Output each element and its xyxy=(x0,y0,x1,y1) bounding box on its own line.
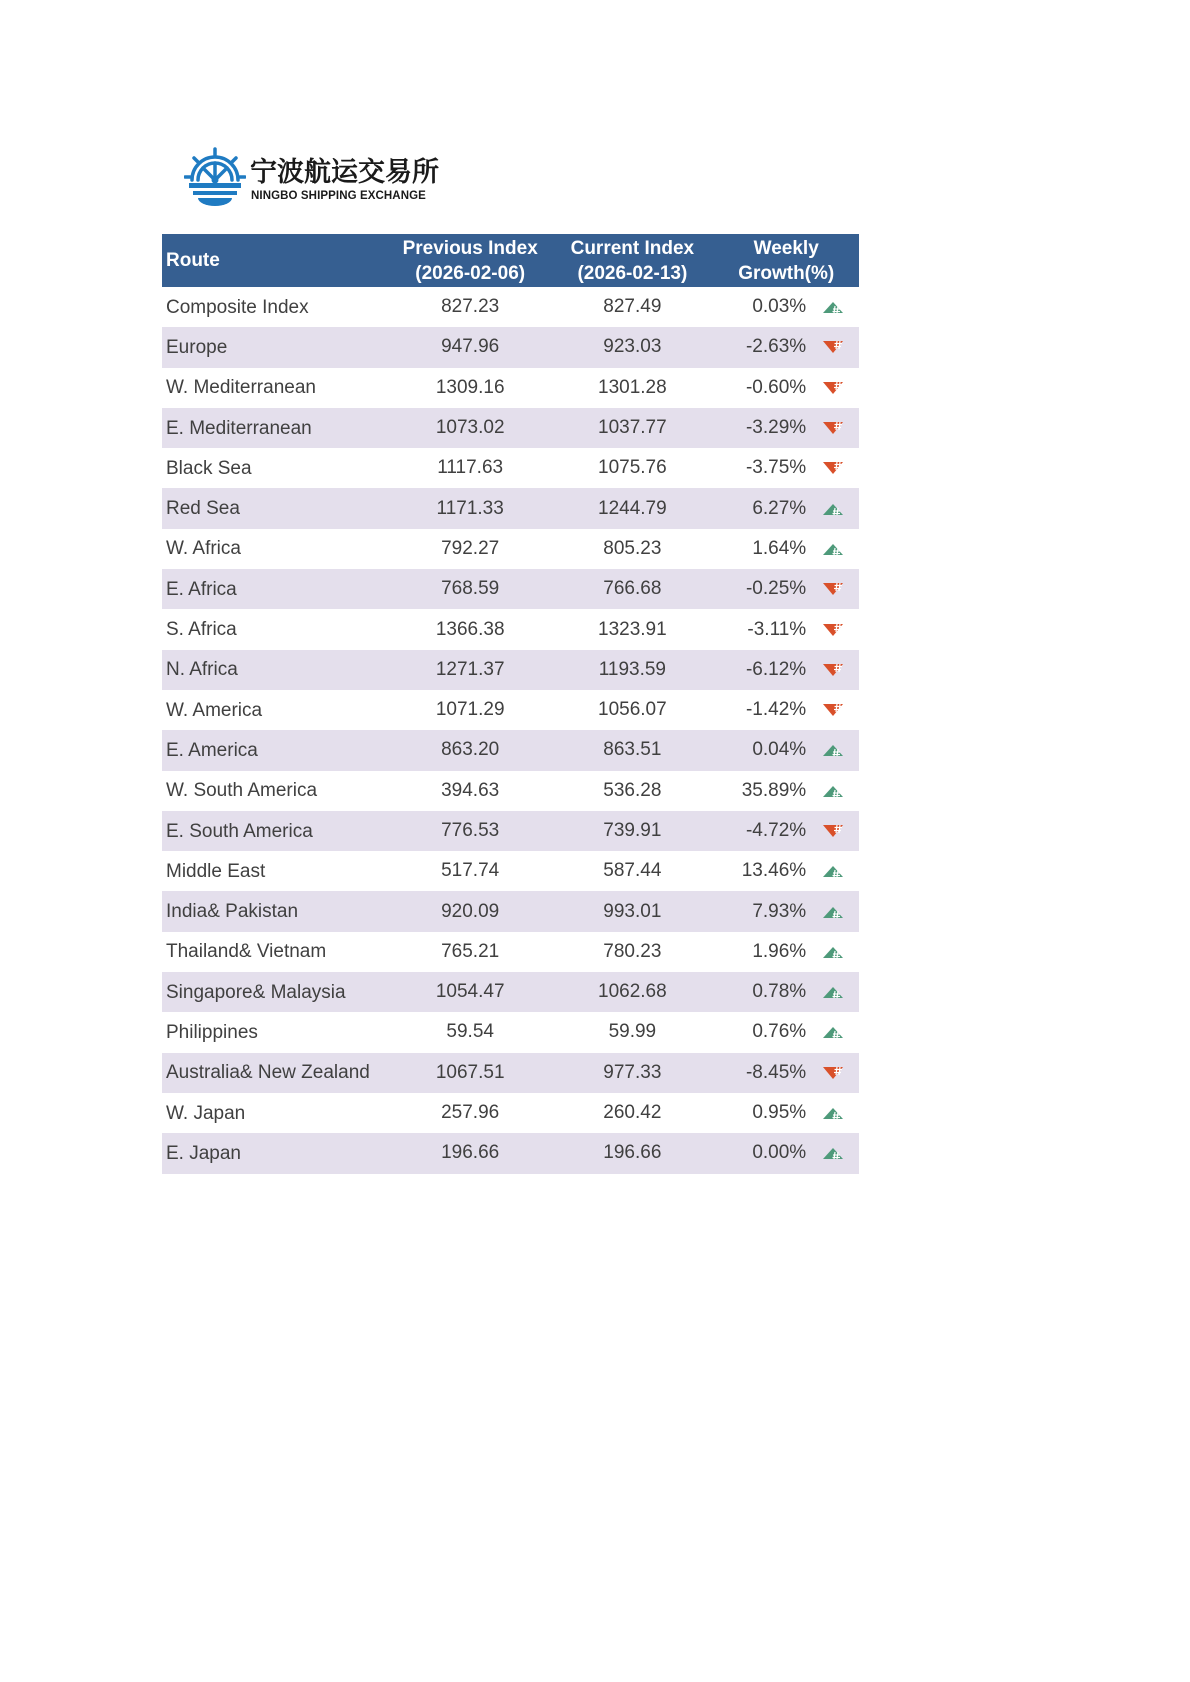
table-row xyxy=(162,690,859,730)
header-route-label: Route xyxy=(166,250,220,271)
current-index-cell xyxy=(551,408,713,448)
weekly-growth-cell-text: -6.12% xyxy=(745,658,807,680)
current-index-cell-text: 1193.59 xyxy=(598,658,666,680)
trend-icon-cell xyxy=(806,851,859,891)
route-name-cell xyxy=(162,609,389,649)
trend-icon-cell xyxy=(806,650,859,690)
current-index-cell-text: 766.68 xyxy=(603,578,662,600)
table-row xyxy=(162,327,859,367)
trend-down-icon xyxy=(822,663,844,677)
current-index-cell xyxy=(551,891,713,931)
table-row xyxy=(162,1133,859,1173)
previous-index-cell xyxy=(389,851,551,891)
header-current-index xyxy=(551,234,713,287)
header-current-date: (2026-02-13) xyxy=(577,262,688,284)
previous-index-cell xyxy=(389,1133,551,1173)
current-index-cell xyxy=(551,771,713,811)
route-name-cell xyxy=(162,811,389,851)
weekly-growth-cell-text: -0.60% xyxy=(745,376,807,398)
route-name-cell-text: W. America xyxy=(166,699,263,721)
weekly-growth-cell-text: -8.45% xyxy=(745,1061,807,1083)
previous-index-cell xyxy=(389,408,551,448)
weekly-growth-cell-text: -4.72% xyxy=(745,820,807,841)
weekly-growth-cell xyxy=(713,529,806,569)
current-index-cell xyxy=(551,287,713,327)
trend-up-icon xyxy=(822,985,844,999)
weekly-growth-cell-text: -2.63% xyxy=(745,336,807,358)
current-index-cell xyxy=(551,1093,713,1133)
route-name-cell-text: E. Japan xyxy=(166,1142,241,1164)
trend-icon-cell xyxy=(806,569,859,609)
trend-up-icon xyxy=(822,905,844,919)
trend-icon-cell xyxy=(806,368,859,408)
table-row xyxy=(162,368,859,408)
table-row xyxy=(162,529,859,569)
table-row xyxy=(162,650,859,690)
previous-index-cell-text: 1309.16 xyxy=(435,376,505,398)
weekly-growth-cell-text: 0.00% xyxy=(752,1142,807,1164)
weekly-growth-cell-text: 35.89% xyxy=(741,779,807,801)
previous-index-cell xyxy=(389,287,551,327)
previous-index-cell xyxy=(389,609,551,649)
trend-down-icon xyxy=(822,703,844,717)
weekly-growth-cell-text: 1.96% xyxy=(752,940,807,962)
previous-index-cell xyxy=(389,972,551,1012)
previous-index-cell-text: 765.21 xyxy=(441,940,500,962)
current-index-cell xyxy=(551,811,713,851)
weekly-growth-cell xyxy=(713,771,806,811)
route-name-cell xyxy=(162,529,389,569)
trend-up-icon xyxy=(822,784,844,798)
previous-index-cell xyxy=(389,327,551,367)
current-index-cell-text: 739.91 xyxy=(603,820,662,841)
route-name-cell-text: Middle East xyxy=(166,860,266,882)
current-index-cell xyxy=(551,1133,713,1173)
table-row xyxy=(162,811,859,851)
weekly-growth-cell-text: -1.42% xyxy=(745,699,807,721)
trend-down-icon xyxy=(822,623,844,637)
weekly-growth-cell-text: -3.75% xyxy=(745,457,807,479)
weekly-growth-cell xyxy=(713,1053,806,1093)
current-index-cell-text: 1244.79 xyxy=(598,497,667,519)
trend-icon-cell xyxy=(806,972,859,1012)
trend-down-icon xyxy=(822,381,844,395)
previous-index-cell xyxy=(389,448,551,488)
header-route xyxy=(162,234,389,287)
trend-up-icon xyxy=(822,743,844,757)
current-index-cell-text: 1075.76 xyxy=(598,457,667,479)
weekly-growth-cell xyxy=(713,650,806,690)
weekly-growth-cell xyxy=(713,932,806,972)
current-index-cell-text: 993.01 xyxy=(603,900,662,922)
current-index-cell xyxy=(551,529,713,569)
trend-down-icon xyxy=(822,1066,844,1080)
previous-index-cell xyxy=(389,771,551,811)
route-name-cell-text: W. Mediterranean xyxy=(166,377,316,399)
trend-up-icon xyxy=(822,864,844,878)
current-index-cell-text: 780.23 xyxy=(603,940,662,962)
previous-index-cell-text: 394.63 xyxy=(441,779,500,801)
previous-index-cell xyxy=(389,650,551,690)
previous-index-cell xyxy=(389,488,551,528)
trend-up-icon xyxy=(822,1106,844,1120)
trend-icon-cell xyxy=(806,811,859,851)
previous-index-cell-text: 517.74 xyxy=(441,860,500,882)
previous-index-cell-text: 947.96 xyxy=(441,336,500,358)
weekly-growth-cell xyxy=(713,972,806,1012)
previous-index-cell-text: 59.54 xyxy=(446,1021,494,1043)
route-name-cell xyxy=(162,851,389,891)
current-index-cell xyxy=(551,851,713,891)
weekly-growth-cell xyxy=(713,408,806,448)
previous-index-cell xyxy=(389,730,551,770)
table-row xyxy=(162,287,859,327)
weekly-growth-cell xyxy=(713,488,806,528)
previous-index-cell-text: 1271.37 xyxy=(435,658,505,680)
previous-index-cell xyxy=(389,569,551,609)
logo-english-name: NINGBO SHIPPING EXCHANGE xyxy=(251,190,426,202)
current-index-cell-text: 977.33 xyxy=(603,1061,662,1083)
route-name-cell-text: E. South America xyxy=(166,820,313,842)
route-name-cell xyxy=(162,488,389,528)
table-row xyxy=(162,408,859,448)
table-row xyxy=(162,730,859,770)
current-index-cell-text: 1323.91 xyxy=(598,618,667,640)
trend-icon-cell xyxy=(806,327,859,367)
trend-down-icon xyxy=(822,461,844,475)
weekly-growth-cell-text: 0.03% xyxy=(752,296,807,318)
header-current-label: Current Index xyxy=(570,237,695,259)
route-name-cell-text: E. America xyxy=(166,739,258,761)
logo-chinese-name: 宁波航运交易所 xyxy=(250,157,439,188)
current-index-cell xyxy=(551,609,713,649)
trend-icon-cell xyxy=(806,690,859,730)
route-name-cell-text: Philippines xyxy=(166,1021,258,1043)
previous-index-cell-text: 863.20 xyxy=(441,739,500,761)
current-index-cell xyxy=(551,972,713,1012)
header-previous-date: (2026-02-06) xyxy=(415,262,526,284)
previous-index-cell-text: 1067.51 xyxy=(435,1061,505,1083)
weekly-growth-cell-text: 0.04% xyxy=(752,739,807,761)
route-name-cell-text: Thailand& Vietnam xyxy=(166,941,327,963)
trend-icon-cell xyxy=(806,448,859,488)
route-name-cell-text: Red Sea xyxy=(166,498,240,520)
weekly-growth-cell xyxy=(713,690,806,730)
trend-down-icon xyxy=(822,340,844,354)
header-growth-label-1: Weekly xyxy=(753,237,819,259)
route-name-cell xyxy=(162,1053,389,1093)
trend-icon-cell xyxy=(806,529,859,569)
ship-wheel-icon xyxy=(184,146,246,208)
table-row xyxy=(162,609,859,649)
current-index-cell xyxy=(551,690,713,730)
trend-icon-cell xyxy=(806,932,859,972)
current-index-cell-text: 59.99 xyxy=(608,1021,657,1043)
trend-up-icon xyxy=(822,300,844,314)
weekly-growth-cell xyxy=(713,287,806,327)
trend-up-icon xyxy=(822,1025,844,1039)
current-index-cell xyxy=(551,730,713,770)
trend-up-icon xyxy=(822,542,844,556)
current-index-cell-text: 863.51 xyxy=(603,739,662,761)
table-row xyxy=(162,1053,859,1093)
previous-index-cell-text: 827.23 xyxy=(441,296,500,318)
ningbo-shipping-exchange-logo xyxy=(184,146,444,208)
weekly-growth-cell xyxy=(713,891,806,931)
trend-icon-cell xyxy=(806,287,859,327)
previous-index-cell xyxy=(389,690,551,730)
current-index-cell-text: 1062.68 xyxy=(598,981,667,1003)
route-name-cell xyxy=(162,932,389,972)
current-index-cell-text: 260.42 xyxy=(603,1102,662,1124)
header-previous-index xyxy=(389,234,551,287)
trend-up-icon xyxy=(822,1146,844,1160)
route-name-cell xyxy=(162,327,389,367)
weekly-growth-cell-text: 0.78% xyxy=(752,981,807,1003)
route-name-cell-text: W. South America xyxy=(166,780,318,802)
weekly-growth-cell-text: -3.11% xyxy=(747,618,807,640)
current-index-cell-text: 1037.77 xyxy=(598,417,667,439)
route-name-cell-text: W. Japan xyxy=(166,1102,246,1124)
table-row xyxy=(162,1012,859,1052)
previous-index-cell-text: 776.53 xyxy=(441,820,500,841)
previous-index-cell-text: 768.59 xyxy=(441,578,500,600)
current-index-cell-text: 923.03 xyxy=(603,336,662,358)
trend-icon-cell xyxy=(806,1093,859,1133)
weekly-growth-cell xyxy=(713,1133,806,1173)
trend-icon-cell xyxy=(806,1053,859,1093)
route-name-cell xyxy=(162,1093,389,1133)
trend-up-icon xyxy=(822,945,844,959)
weekly-growth-cell-text: 0.95% xyxy=(752,1102,807,1124)
route-name-cell xyxy=(162,368,389,408)
trend-icon-cell xyxy=(806,1012,859,1052)
route-name-cell xyxy=(162,690,389,730)
weekly-growth-cell xyxy=(713,851,806,891)
previous-index-cell xyxy=(389,932,551,972)
previous-index-cell xyxy=(389,529,551,569)
current-index-cell xyxy=(551,368,713,408)
trend-icon-cell xyxy=(806,730,859,770)
route-name-cell-text: Singapore& Malaysia xyxy=(166,981,346,1003)
current-index-cell xyxy=(551,1012,713,1052)
route-name-cell xyxy=(162,771,389,811)
weekly-growth-cell-text: -0.25% xyxy=(745,578,807,600)
table-row xyxy=(162,488,859,528)
current-index-cell xyxy=(551,448,713,488)
table-row xyxy=(162,972,859,1012)
weekly-growth-cell-text: 7.93% xyxy=(752,900,807,922)
route-name-cell xyxy=(162,569,389,609)
current-index-cell xyxy=(551,1053,713,1093)
current-index-cell xyxy=(551,569,713,609)
current-index-cell-text: 196.66 xyxy=(603,1142,662,1164)
route-name-cell-text: Europe xyxy=(166,336,228,358)
route-name-cell-text: E. Mediterranean xyxy=(166,417,312,439)
route-name-cell xyxy=(162,1012,389,1052)
current-index-cell-text: 1301.28 xyxy=(598,376,667,398)
route-name-cell xyxy=(162,1133,389,1173)
route-name-cell xyxy=(162,650,389,690)
trend-down-icon xyxy=(822,824,844,838)
table-row xyxy=(162,771,859,811)
current-index-cell-text: 1056.07 xyxy=(598,699,667,721)
table-header-row xyxy=(162,234,859,287)
table-row xyxy=(162,448,859,488)
current-index-cell xyxy=(551,327,713,367)
previous-index-cell xyxy=(389,1012,551,1052)
trend-icon-cell xyxy=(806,891,859,931)
previous-index-cell-text: 1171.33 xyxy=(436,497,504,519)
current-index-cell-text: 536.28 xyxy=(603,779,662,801)
current-index-cell xyxy=(551,932,713,972)
trend-down-icon xyxy=(822,582,844,596)
previous-index-cell-text: 1054.47 xyxy=(435,981,505,1003)
route-name-cell-text: Australia& New Zealand xyxy=(166,1062,370,1084)
current-index-cell xyxy=(551,488,713,528)
current-index-cell-text: 805.23 xyxy=(603,537,662,559)
route-name-cell xyxy=(162,891,389,931)
table-row xyxy=(162,891,859,931)
trend-up-icon xyxy=(822,502,844,516)
trend-icon-cell xyxy=(806,488,859,528)
current-index-cell-text: 827.49 xyxy=(603,296,662,318)
weekly-growth-cell xyxy=(713,609,806,649)
weekly-growth-cell xyxy=(713,327,806,367)
table-row xyxy=(162,932,859,972)
weekly-growth-cell-text: 6.27% xyxy=(752,497,807,519)
route-name-cell-text: N. Africa xyxy=(166,659,238,681)
previous-index-cell xyxy=(389,811,551,851)
header-previous-label: Previous Index xyxy=(402,237,538,259)
trend-icon-cell xyxy=(806,408,859,448)
weekly-growth-cell xyxy=(713,368,806,408)
trend-icon-cell xyxy=(806,609,859,649)
route-name-cell-text: E. Africa xyxy=(166,578,237,600)
weekly-growth-cell-text: 0.76% xyxy=(752,1021,807,1043)
route-name-cell-text: W. Africa xyxy=(166,538,241,560)
table-body xyxy=(162,287,859,1174)
previous-index-cell xyxy=(389,891,551,931)
freight-index-table xyxy=(162,234,859,1174)
current-index-cell-text: 587.44 xyxy=(603,860,662,882)
weekly-growth-cell xyxy=(713,1012,806,1052)
header-weekly-growth xyxy=(713,234,859,287)
route-name-cell xyxy=(162,408,389,448)
weekly-growth-cell xyxy=(713,730,806,770)
route-name-cell xyxy=(162,972,389,1012)
previous-index-cell xyxy=(389,368,551,408)
table-row xyxy=(162,569,859,609)
previous-index-cell xyxy=(389,1053,551,1093)
table-row xyxy=(162,851,859,891)
route-name-cell-text: Composite Index xyxy=(166,296,309,318)
previous-index-cell-text: 920.09 xyxy=(441,900,500,922)
weekly-growth-cell xyxy=(713,569,806,609)
route-name-cell-text: S. Africa xyxy=(166,619,237,641)
route-name-cell xyxy=(162,287,389,327)
weekly-growth-cell-text: 1.64% xyxy=(752,537,807,559)
route-name-cell xyxy=(162,730,389,770)
weekly-growth-cell-text: -3.29% xyxy=(745,417,807,439)
route-name-cell-text: Black Sea xyxy=(166,457,252,479)
weekly-growth-cell xyxy=(713,811,806,851)
table-row xyxy=(162,1093,859,1133)
trend-icon-cell xyxy=(806,771,859,811)
route-name-cell-text: India& Pakistan xyxy=(166,901,299,923)
trend-icon-cell xyxy=(806,1133,859,1173)
weekly-growth-cell xyxy=(713,1093,806,1133)
previous-index-cell-text: 1366.38 xyxy=(435,618,505,640)
previous-index-cell xyxy=(389,1093,551,1133)
previous-index-cell-text: 1071.29 xyxy=(435,699,505,721)
trend-down-icon xyxy=(822,421,844,435)
previous-index-cell-text: 196.66 xyxy=(441,1142,500,1164)
current-index-cell xyxy=(551,650,713,690)
weekly-growth-cell-text: 13.46% xyxy=(741,860,807,882)
route-name-cell xyxy=(162,448,389,488)
previous-index-cell-text: 1117.63 xyxy=(437,457,504,479)
weekly-growth-cell xyxy=(713,448,806,488)
header-growth-label-2: Growth(%) xyxy=(738,262,835,284)
previous-index-cell-text: 257.96 xyxy=(441,1102,500,1124)
previous-index-cell-text: 792.27 xyxy=(441,537,500,559)
previous-index-cell-text: 1073.02 xyxy=(435,417,505,439)
